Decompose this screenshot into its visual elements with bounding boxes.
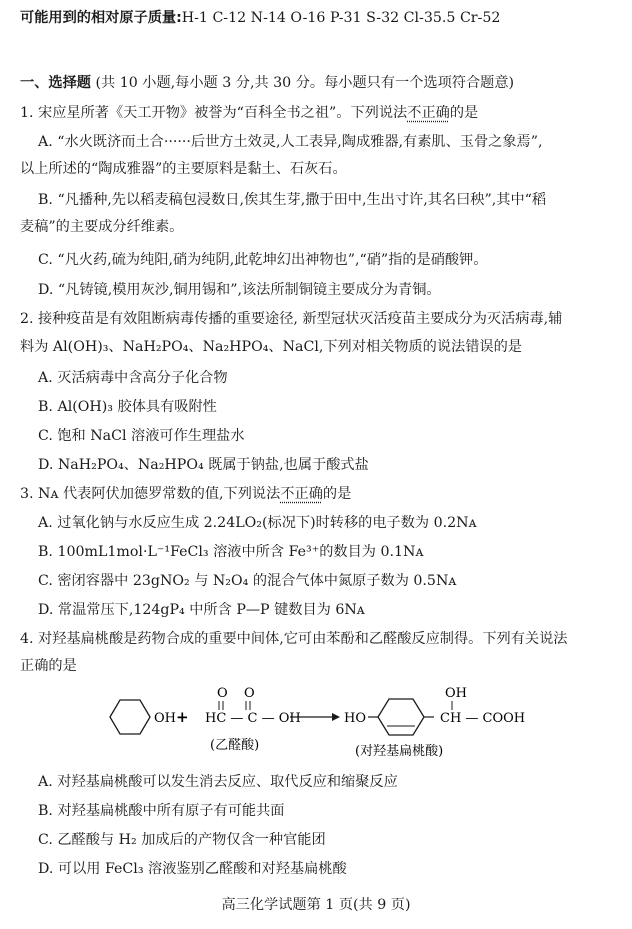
page-footer: 高三化学试题第 1 页(共 9 页) <box>221 897 411 913</box>
product-ch-cooh: CH — COOH <box>440 711 526 726</box>
q1-stem-end: 的是 <box>449 105 479 121</box>
q2-option-a: A. 灭活病毒中含高分子化合物 <box>38 370 228 386</box>
section-title <box>20 73 514 93</box>
q1-stem-text: 1. 宋应星所著《天工开物》被誉为“百科全书之祖”。下列说法 <box>20 105 408 121</box>
q1-option-b-line1: B. “凡播种,先以稻麦稿包浸数日,俟其生芽,撒于田中,生出寸许,其名曰秧”,其中“稻 <box>38 192 547 208</box>
q1-option-d: D. “凡铸镜,模用灰沙,铜用锡和”,该法所制铜镜主要成分为青铜。 <box>38 282 441 298</box>
q1-option-c: C. “凡火药,硫为纯阳,硝为纯阴,此乾坤幻出神物也”,“硝”指的是硝酸钾。 <box>38 252 488 268</box>
q2-option-c: C. 饱和 NaCl 溶液可作生理盐水 <box>38 428 245 444</box>
q4-stem-line1: 4. 对羟基扁桃酸是药物合成的重要中间体,它可由苯酚和乙醛酸反应制得。下列有关说法 <box>20 631 568 647</box>
q2-stem-line2: 料为 Al(OH)₃、NaH₂PO₄、Na₂HPO₄、NaCl,下列对相关物质的说法错误的是 <box>20 339 522 355</box>
q1-emphasis: 不正确 <box>407 105 450 121</box>
section-heading: 一、选择题 <box>20 75 91 91</box>
atomic-mass-label: 可能用到的相对原子质量: <box>20 10 182 26</box>
benzene-ring-phenol <box>110 700 150 734</box>
glyoxylic-acid-formula: HC — C — OH <box>205 711 301 726</box>
label-glyoxylic-acid: (乙醛酸) <box>210 738 260 753</box>
q4-option-d: D. 可以用 FeCl₃ 溶液鉴别乙醛酸和对羟基扁桃酸 <box>38 861 347 877</box>
q3-option-d: D. 常温常压下,124gP₄ 中所含 P—P 键数目为 6Nᴀ <box>38 602 365 618</box>
arrow-head <box>332 713 340 721</box>
phenol-oh: OH <box>154 711 176 726</box>
carbonyl-o-2: O <box>244 686 255 701</box>
q1-stem <box>20 103 478 123</box>
label-mandelic-acid: (对羟基扁桃酸) <box>355 744 444 759</box>
section-note: (共 10 小题,每小题 3 分,共 30 分。每小题只有一个选项符合题意) <box>95 75 515 91</box>
reaction-diagram <box>100 683 530 763</box>
q2-option-d: D. NaH₂PO₄、Na₂HPO₄ 既属于钠盐,也属于酸式盐 <box>38 457 369 473</box>
atomic-mass-header <box>20 8 500 28</box>
q3-option-c: C. 密闭容器中 23gNO₂ 与 N₂O₄ 的混合气体中氮原子数为 0.5Nᴀ <box>38 573 457 589</box>
q3-option-a: A. 过氧化钠与水反应生成 2.24LO₂(标况下)时转移的电子数为 0.2Nᴀ <box>38 515 477 531</box>
q3-stem-text: 3. Nᴀ 代表阿伏加德罗常数的值,下列说法 <box>20 486 281 502</box>
q3-stem <box>20 484 351 504</box>
q2-option-b: B. Al(OH)₃ 胶体具有吸附性 <box>38 399 217 415</box>
q3-emphasis: 不正确 <box>280 486 323 502</box>
q2-stem-line1: 2. 接种疫苗是有效阻断病毒传播的重要途径, 新型冠状灭活疫苗主要成分为灭活病毒,辅 <box>20 311 563 327</box>
carbonyl-o-1: O <box>217 686 228 701</box>
plus-sign: + <box>176 708 189 726</box>
atomic-mass-values: H-1 C-12 N-14 O-16 P-31 S-32 Cl-35.5 Cr-52 <box>181 10 501 26</box>
q4-option-b: B. 对羟基扁桃酸中所有原子有可能共面 <box>38 803 285 819</box>
q1-option-a-line1: A. “水火既济而土合······后世方土效灵,人工表异,陶成雅器,有素肌、玉骨之象焉”, <box>38 134 543 150</box>
q1-option-a-line2: 以上所述的“陶成雅器”的主要原料是黏土、石灰石。 <box>20 161 347 177</box>
q4-option-a: A. 对羟基扁桃酸可以发生消去反应、取代反应和缩聚反应 <box>38 774 398 790</box>
q4-option-c: C. 乙醛酸与 H₂ 加成后的产物仅含一种官能团 <box>38 832 326 848</box>
q3-option-b: B. 100mL1mol·L⁻¹FeCl₃ 溶液中所含 Fe³⁺的数目为 0.1Nᴀ <box>38 544 424 560</box>
q3-stem-end: 的是 <box>322 486 352 502</box>
benzene-ring-product <box>378 699 424 735</box>
product-oh-top: OH <box>445 686 467 701</box>
q4-stem-line2: 正确的是 <box>20 658 77 674</box>
q1-option-b-line2: 麦稿”的主要成分纤维素。 <box>20 219 184 235</box>
product-ho: HO <box>344 711 366 726</box>
